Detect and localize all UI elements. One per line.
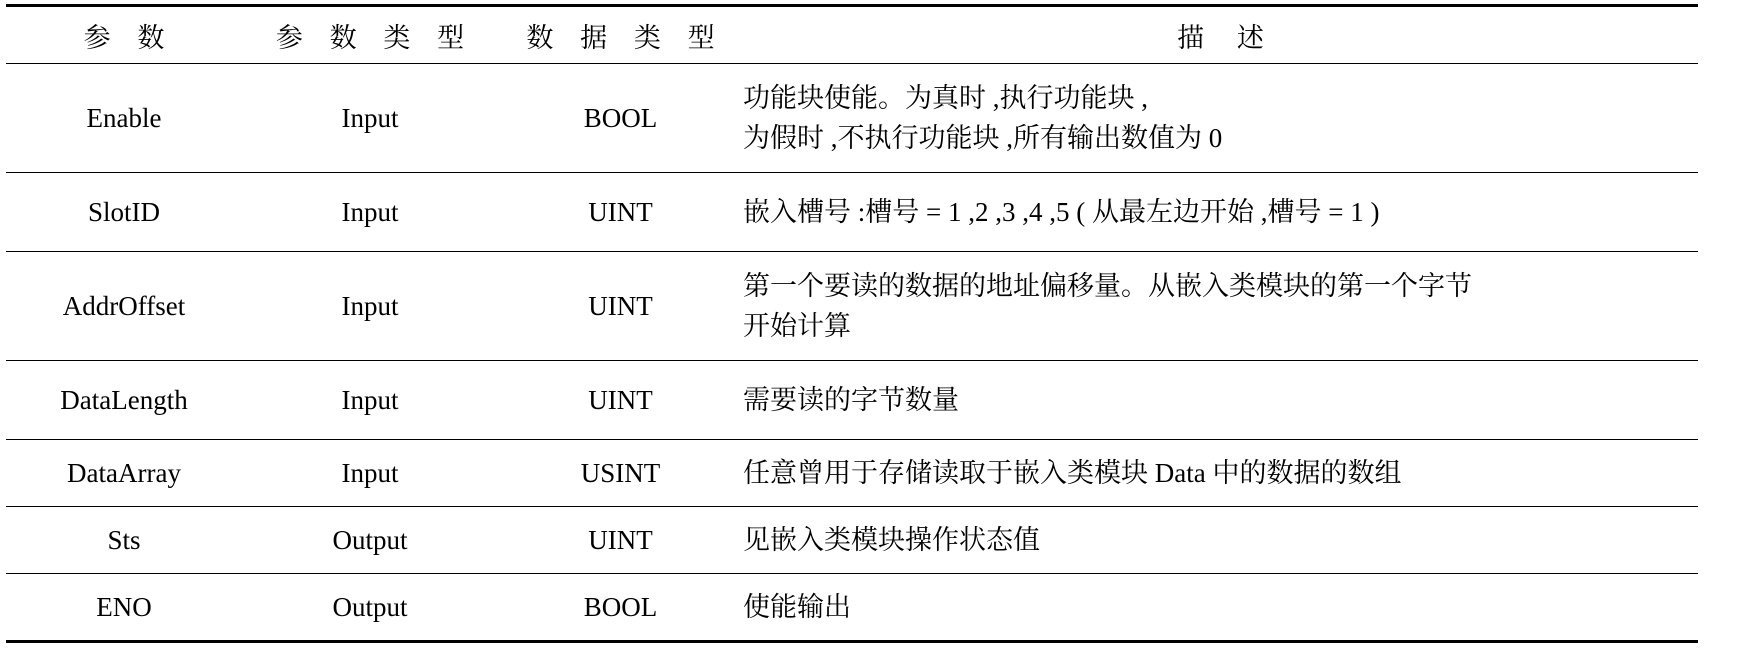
description-line: 嵌入槽号 :槽号 = 1 ,2 ,3 ,4 ,5 ( 从最左边开始 ,槽号 = 1 ) (743, 196, 1380, 227)
data-type: BOOL (498, 574, 743, 642)
description-line: 开始计算 (743, 311, 851, 341)
header-data-type: 数 据 类 型 (498, 6, 743, 64)
param-name: ENO (6, 574, 242, 642)
data-type: UINT (498, 252, 743, 361)
data-type: UINT (498, 361, 743, 440)
param-name: Enable (6, 64, 242, 173)
param-type: Output (242, 507, 498, 574)
param-type: Output (242, 574, 498, 642)
param-type: Input (242, 173, 498, 252)
description-line: 需要读的字节数量 (743, 384, 959, 415)
param-type: Input (242, 252, 498, 361)
data-type: UINT (498, 173, 743, 252)
description (743, 574, 1698, 642)
description (743, 361, 1698, 440)
description-line: 为假时 ,不执行功能块 ,所有输出数值为 0 (743, 123, 1223, 153)
description-line: 任意曾用于存储读取于嵌入类模块 Data 中的数据的数组 (743, 457, 1402, 488)
param-type: Input (242, 440, 498, 507)
document-page (0, 4, 1748, 670)
description-line: 见嵌入类模块操作状态值 (743, 524, 1040, 555)
table-row (6, 361, 1698, 440)
data-type: BOOL (498, 64, 743, 173)
description-line: 使能输出 (743, 591, 851, 622)
table-row (6, 173, 1698, 252)
description (743, 507, 1698, 574)
param-name: AddrOffset (6, 252, 242, 361)
header-param-type: 参 数 类 型 (242, 6, 498, 64)
description (743, 440, 1698, 507)
table-row (6, 64, 1698, 173)
param-name: DataArray (6, 440, 242, 507)
description (743, 64, 1698, 173)
header-description: 描 述 (743, 6, 1698, 64)
data-type: UINT (498, 507, 743, 574)
param-type: Input (242, 361, 498, 440)
table-row (6, 574, 1698, 642)
param-name: DataLength (6, 361, 242, 440)
data-type: USINT (498, 440, 743, 507)
parameter-table (6, 4, 1698, 643)
param-name: Sts (6, 507, 242, 574)
table-row (6, 252, 1698, 361)
table-header-row (6, 6, 1698, 64)
table-row (6, 440, 1698, 507)
description (743, 252, 1698, 361)
param-name: SlotID (6, 173, 242, 252)
description (743, 173, 1698, 252)
table-row (6, 507, 1698, 574)
header-param: 参 数 (6, 6, 242, 64)
description-line: 第一个要读的数据的地址偏移量。从嵌入类模块的第一个字节 (743, 270, 1472, 301)
description-line: 功能块使能。为真时 ,执行功能块 , (743, 82, 1148, 113)
param-type: Input (242, 64, 498, 173)
